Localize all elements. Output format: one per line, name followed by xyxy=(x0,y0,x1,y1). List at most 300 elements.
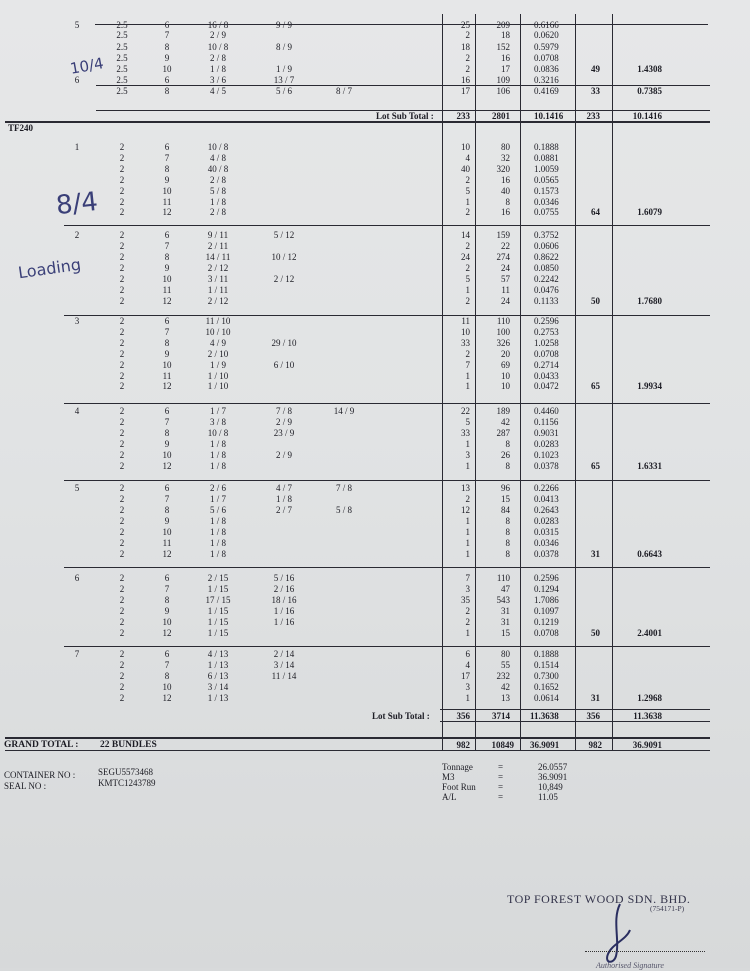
lot-code: TF240 xyxy=(8,123,34,133)
length-total-cell: 16 xyxy=(501,53,510,63)
volume-cell: 0.0614 xyxy=(534,693,559,703)
summary-value: 36.9091 xyxy=(538,772,568,782)
length-total-cell: 47 xyxy=(501,584,510,594)
thickness-cell: 2 xyxy=(119,538,125,548)
pieces-cell: 22 xyxy=(461,406,470,416)
thickness-cell: 2 xyxy=(119,660,125,670)
seal-label: SEAL NO : xyxy=(4,781,47,791)
volume-cell: 0.3752 xyxy=(534,230,559,240)
length-count-cell: 8 / 9 xyxy=(275,42,292,52)
subtotal-length: 2801 xyxy=(492,111,510,121)
volume-cell: 0.2714 xyxy=(534,360,559,370)
pieces-cell: 2 xyxy=(465,241,470,251)
volume-cell: 0.1888 xyxy=(534,649,559,659)
pieces-cell: 7 xyxy=(465,573,470,583)
bundle-volume-cell: 1.2968 xyxy=(637,693,662,703)
lot-number: 5 xyxy=(74,483,80,493)
volume-cell: 0.1156 xyxy=(534,417,559,427)
length-count-cell: 14 / 11 xyxy=(205,252,231,262)
pieces-cell: 2 xyxy=(465,53,470,63)
volume-cell: 0.2596 xyxy=(534,573,559,583)
length-total-cell: 31 xyxy=(501,617,510,627)
volume-cell: 0.9031 xyxy=(534,428,559,438)
pieces-cell: 1 xyxy=(465,527,470,537)
rule xyxy=(575,14,576,751)
thickness-cell: 2 xyxy=(119,327,125,337)
length-total-cell: 8 xyxy=(505,461,510,471)
volume-cell: 0.0708 xyxy=(534,628,559,638)
thickness-cell: 2.5 xyxy=(116,30,128,40)
bundle-pieces-cell: 31 xyxy=(591,549,600,559)
length-total-cell: 84 xyxy=(501,505,510,515)
width-cell: 6 xyxy=(164,316,170,326)
pieces-cell: 1 xyxy=(465,461,470,471)
width-cell: 10 xyxy=(162,617,172,627)
pieces-cell: 35 xyxy=(461,595,470,605)
length-total-cell: 326 xyxy=(496,338,510,348)
length-total-cell: 80 xyxy=(501,649,510,659)
width-cell: 9 xyxy=(164,516,170,526)
pieces-cell: 40 xyxy=(461,164,470,174)
length-count-cell: 1 / 9 xyxy=(275,64,292,74)
pieces-cell: 2 xyxy=(465,64,470,74)
length-count-cell: 1 / 8 xyxy=(209,516,226,526)
lot-number: 4 xyxy=(74,406,80,416)
lot-number: 2 xyxy=(74,230,80,240)
length-count-cell: 5 / 12 xyxy=(273,230,295,240)
pieces-cell: 1 xyxy=(465,693,470,703)
summary-equals: = xyxy=(498,792,504,802)
width-cell: 6 xyxy=(164,406,170,416)
length-count-cell: 5 / 6 xyxy=(275,86,292,96)
pieces-cell: 3 xyxy=(465,450,470,460)
pieces-cell: 3 xyxy=(465,682,470,692)
width-cell: 10 xyxy=(162,682,172,692)
pieces-cell: 3 xyxy=(465,584,470,594)
volume-cell: 0.2242 xyxy=(534,274,559,284)
pieces-cell: 17 xyxy=(461,671,470,681)
width-cell: 8 xyxy=(164,42,170,52)
thickness-cell: 2 xyxy=(119,142,125,152)
volume-cell: 0.0850 xyxy=(534,263,559,273)
width-cell: 12 xyxy=(162,461,172,471)
pieces-cell: 13 xyxy=(461,483,470,493)
length-total-cell: 24 xyxy=(501,296,510,306)
volume-cell: 0.0755 xyxy=(534,207,559,217)
volume-cell: 0.1573 xyxy=(534,186,559,196)
thickness-cell: 2 xyxy=(119,360,125,370)
length-count-cell: 1 / 16 xyxy=(273,606,295,616)
thickness-cell: 2 xyxy=(119,505,125,515)
subtotal-bundle-pcs: 233 xyxy=(586,111,600,121)
length-count-cell: 2 / 6 xyxy=(209,483,226,493)
rule xyxy=(612,14,613,751)
subtotal-m3: 10.1416 xyxy=(534,111,564,121)
length-total-cell: 15 xyxy=(501,628,510,638)
length-count-cell: 1 / 15 xyxy=(207,584,229,594)
volume-cell: 0.0708 xyxy=(534,53,559,63)
volume-cell: 0.0836 xyxy=(534,64,559,74)
summary-value: 10,849 xyxy=(538,782,563,792)
pieces-cell: 33 xyxy=(461,338,470,348)
length-count-cell: 18 / 16 xyxy=(271,595,297,605)
length-total-cell: 22 xyxy=(501,241,510,251)
width-cell: 12 xyxy=(162,693,172,703)
length-total-cell: 55 xyxy=(501,660,510,670)
volume-cell: 0.0378 xyxy=(534,461,559,471)
width-cell: 6 xyxy=(164,20,170,30)
length-count-cell: 6 / 10 xyxy=(273,360,295,370)
seal-number: KMTC1243789 xyxy=(98,778,156,788)
pieces-cell: 25 xyxy=(461,20,470,30)
length-count-cell: 16 / 8 xyxy=(207,20,229,30)
length-count-cell: 7 / 8 xyxy=(335,483,352,493)
bundle-volume-cell: 0.7385 xyxy=(637,86,662,96)
length-count-cell: 1 / 16 xyxy=(273,617,295,627)
thickness-cell: 2 xyxy=(119,197,125,207)
rule xyxy=(520,14,521,751)
thickness-cell: 2 xyxy=(119,628,125,638)
pieces-cell: 2 xyxy=(465,617,470,627)
length-total-cell: 42 xyxy=(501,417,510,427)
thickness-cell: 2 xyxy=(119,252,125,262)
length-total-cell: 15 xyxy=(501,494,510,504)
company-name: TOP FOREST WOOD SDN. BHD. xyxy=(507,892,691,906)
length-count-cell: 4 / 13 xyxy=(207,649,229,659)
width-cell: 12 xyxy=(162,381,172,391)
length-count-cell: 9 / 11 xyxy=(207,230,229,240)
length-total-cell: 69 xyxy=(501,360,510,370)
width-cell: 12 xyxy=(162,628,172,638)
length-count-cell: 14 / 9 xyxy=(333,406,355,416)
length-count-cell: 40 / 8 xyxy=(207,164,229,174)
volume-cell: 0.0476 xyxy=(534,285,559,295)
thickness-cell: 2.5 xyxy=(116,75,128,85)
pieces-cell: 16 xyxy=(461,75,470,85)
thickness-cell: 2 xyxy=(119,549,125,559)
rule xyxy=(64,225,710,226)
length-total-cell: 189 xyxy=(496,406,510,416)
length-count-cell: 4 / 5 xyxy=(209,86,226,96)
authorised-signature-label: Authorised Signature xyxy=(596,961,664,970)
length-total-cell: 232 xyxy=(496,671,510,681)
width-cell: 10 xyxy=(162,274,172,284)
subtotal-bundle-m3: 10.1416 xyxy=(632,111,662,121)
length-count-cell: 1 / 8 xyxy=(275,494,292,504)
bundle-pieces-cell: 50 xyxy=(591,628,600,638)
pieces-cell: 2 xyxy=(465,30,470,40)
pieces-cell: 4 xyxy=(465,660,470,670)
thickness-cell: 2.5 xyxy=(116,20,128,30)
width-cell: 11 xyxy=(162,371,172,381)
length-total-cell: 152 xyxy=(496,42,510,52)
rule xyxy=(64,315,710,316)
rule xyxy=(96,85,710,86)
pieces-cell: 1 xyxy=(465,381,470,391)
length-count-cell: 10 / 12 xyxy=(271,252,297,262)
length-total-cell: 96 xyxy=(501,483,510,493)
length-total-cell: 16 xyxy=(501,175,510,185)
length-count-cell: 1 / 13 xyxy=(207,660,229,670)
width-cell: 10 xyxy=(162,450,172,460)
bundle-pieces-cell: 31 xyxy=(591,693,600,703)
lot-number: 6 xyxy=(74,573,80,583)
grand-total-pcs: 982 xyxy=(456,740,470,750)
length-total-cell: 26 xyxy=(501,450,510,460)
width-cell: 7 xyxy=(164,417,170,427)
rule xyxy=(64,403,710,404)
signature-icon xyxy=(590,900,670,968)
thickness-cell: 2 xyxy=(119,153,125,163)
summary-equals: = xyxy=(498,762,504,772)
bundle-volume-cell: 1.7680 xyxy=(637,296,662,306)
length-count-cell: 29 / 10 xyxy=(271,338,297,348)
length-total-cell: 159 xyxy=(496,230,510,240)
length-count-cell: 1 / 15 xyxy=(207,628,229,638)
thickness-cell: 2 xyxy=(119,296,125,306)
width-cell: 9 xyxy=(164,263,170,273)
thickness-cell: 2 xyxy=(119,606,125,616)
length-total-cell: 17 xyxy=(501,64,510,74)
length-count-cell: 2 / 9 xyxy=(275,417,292,427)
thickness-cell: 2 xyxy=(119,584,125,594)
length-total-cell: 8 xyxy=(505,538,510,548)
length-total-cell: 40 xyxy=(501,186,510,196)
length-count-cell: 10 / 8 xyxy=(207,42,229,52)
length-count-cell: 10 / 10 xyxy=(205,327,231,337)
rule xyxy=(5,121,710,123)
length-count-cell: 4 / 7 xyxy=(275,483,292,493)
length-count-cell: 3 / 6 xyxy=(209,75,226,85)
bundle-pieces-cell: 50 xyxy=(591,296,600,306)
length-total-cell: 8 xyxy=(505,527,510,537)
thickness-cell: 2 xyxy=(119,263,125,273)
length-count-cell: 2 / 12 xyxy=(207,263,229,273)
width-cell: 10 xyxy=(162,186,172,196)
thickness-cell: 2 xyxy=(119,595,125,605)
handwritten-note: 10/4 xyxy=(68,54,105,78)
length-count-cell: 3 / 8 xyxy=(209,417,226,427)
length-count-cell: 1 / 8 xyxy=(209,64,226,74)
length-count-cell: 1 / 8 xyxy=(209,439,226,449)
length-total-cell: 10 xyxy=(501,371,510,381)
pieces-cell: 2 xyxy=(465,349,470,359)
pieces-cell: 7 xyxy=(465,360,470,370)
bundle-volume-cell: 1.9934 xyxy=(637,381,662,391)
length-total-cell: 274 xyxy=(496,252,510,262)
bundle-pieces-cell: 65 xyxy=(591,381,600,391)
handwritten-note: 8/4 xyxy=(54,186,100,222)
bundle-volume-cell: 2.4001 xyxy=(637,628,662,638)
bundle-pieces-cell: 49 xyxy=(591,64,600,74)
length-count-cell: 4 / 9 xyxy=(209,338,226,348)
grand-total-label: GRAND TOTAL : xyxy=(4,740,79,750)
width-cell: 8 xyxy=(164,505,170,515)
thickness-cell: 2 xyxy=(119,516,125,526)
width-cell: 8 xyxy=(164,164,170,174)
pieces-cell: 2 xyxy=(465,263,470,273)
length-total-cell: 8 xyxy=(505,516,510,526)
length-total-cell: 20 xyxy=(501,349,510,359)
pieces-cell: 1 xyxy=(465,439,470,449)
pieces-cell: 4 xyxy=(465,153,470,163)
handwritten-note: Loading xyxy=(16,254,83,283)
pieces-cell: 18 xyxy=(461,42,470,52)
length-count-cell: 5 / 8 xyxy=(209,186,226,196)
length-count-cell: 1 / 8 xyxy=(209,538,226,548)
container-label: CONTAINER NO : xyxy=(4,770,76,780)
bundle-volume-cell: 1.4308 xyxy=(637,64,662,74)
bundle-pieces-cell: 33 xyxy=(591,86,600,96)
lot-number: 5 xyxy=(74,20,80,30)
length-count-cell: 2 / 12 xyxy=(207,296,229,306)
subtotal-bundle-pcs: 356 xyxy=(586,711,600,721)
thickness-cell: 2 xyxy=(119,527,125,537)
length-count-cell: 11 / 14 xyxy=(271,671,297,681)
length-count-cell: 7 / 8 xyxy=(275,406,292,416)
summary-equals: = xyxy=(498,782,504,792)
lot-number: 1 xyxy=(74,142,80,152)
thickness-cell: 2 xyxy=(119,671,125,681)
volume-cell: 0.1514 xyxy=(534,660,559,670)
bundle-pieces-cell: 65 xyxy=(591,461,600,471)
thickness-cell: 2 xyxy=(119,230,125,240)
volume-cell: 0.1219 xyxy=(534,617,559,627)
volume-cell: 1.0258 xyxy=(534,338,559,348)
length-count-cell: 6 / 13 xyxy=(207,671,229,681)
signature-line xyxy=(585,951,705,952)
width-cell: 10 xyxy=(162,360,172,370)
grand-total-length: 10849 xyxy=(491,740,514,750)
thickness-cell: 2 xyxy=(119,175,125,185)
volume-cell: 0.1888 xyxy=(534,142,559,152)
width-cell: 8 xyxy=(164,595,170,605)
length-count-cell: 1 / 8 xyxy=(209,549,226,559)
pieces-cell: 2 xyxy=(465,296,470,306)
pieces-cell: 11 xyxy=(461,316,470,326)
pieces-cell: 24 xyxy=(461,252,470,262)
thickness-cell: 2 xyxy=(119,349,125,359)
thickness-cell: 2 xyxy=(119,649,125,659)
length-total-cell: 16 xyxy=(501,207,510,217)
length-total-cell: 80 xyxy=(501,142,510,152)
bundle-volume-cell: 1.6331 xyxy=(637,461,662,471)
length-total-cell: 11 xyxy=(501,285,510,295)
width-cell: 6 xyxy=(164,142,170,152)
pieces-cell: 1 xyxy=(465,628,470,638)
length-total-cell: 8 xyxy=(505,549,510,559)
rule xyxy=(95,24,708,25)
pieces-cell: 5 xyxy=(465,186,470,196)
width-cell: 6 xyxy=(164,573,170,583)
volume-cell: 1.0059 xyxy=(534,164,559,174)
volume-cell: 0.0472 xyxy=(534,381,559,391)
volume-cell: 0.0620 xyxy=(534,30,559,40)
volume-cell: 0.0708 xyxy=(534,349,559,359)
length-count-cell: 1 / 15 xyxy=(207,606,229,616)
length-total-cell: 287 xyxy=(496,428,510,438)
rule xyxy=(96,110,710,111)
subtotal-label: Lot Sub Total : xyxy=(376,111,434,121)
thickness-cell: 2.5 xyxy=(116,53,128,63)
bundle-volume-cell: 1.6079 xyxy=(637,207,662,217)
volume-cell: 0.6166 xyxy=(534,20,559,30)
length-count-cell: 1 / 15 xyxy=(207,617,229,627)
pieces-cell: 6 xyxy=(465,649,470,659)
thickness-cell: 2 xyxy=(119,186,125,196)
length-count-cell: 10 / 8 xyxy=(207,142,229,152)
length-count-cell: 1 / 8 xyxy=(209,450,226,460)
width-cell: 6 xyxy=(164,483,170,493)
length-count-cell: 1 / 13 xyxy=(207,693,229,703)
volume-cell: 1.7086 xyxy=(534,595,559,605)
volume-cell: 0.0315 xyxy=(534,527,559,537)
pieces-cell: 2 xyxy=(465,494,470,504)
pieces-cell: 1 xyxy=(465,538,470,548)
volume-cell: 0.1097 xyxy=(534,606,559,616)
volume-cell: 0.0433 xyxy=(534,371,559,381)
thickness-cell: 2 xyxy=(119,439,125,449)
pieces-cell: 2 xyxy=(465,207,470,217)
length-total-cell: 8 xyxy=(505,439,510,449)
subtotal-label: Lot Sub Total : xyxy=(372,711,430,721)
volume-cell: 0.1294 xyxy=(534,584,559,594)
thickness-cell: 2 xyxy=(119,573,125,583)
width-cell: 9 xyxy=(164,439,170,449)
volume-cell: 0.0378 xyxy=(534,549,559,559)
width-cell: 6 xyxy=(164,75,170,85)
rule xyxy=(475,14,476,751)
length-total-cell: 32 xyxy=(501,153,510,163)
length-count-cell: 2 / 8 xyxy=(209,207,226,217)
width-cell: 10 xyxy=(162,64,172,74)
width-cell: 8 xyxy=(164,338,170,348)
pieces-cell: 17 xyxy=(461,86,470,96)
length-count-cell: 2 / 16 xyxy=(273,584,295,594)
summary-value: 11.05 xyxy=(538,792,558,802)
length-count-cell: 2 / 9 xyxy=(209,30,226,40)
summary-label: M3 xyxy=(442,772,455,782)
volume-cell: 0.0606 xyxy=(534,241,559,251)
length-count-cell: 2 / 15 xyxy=(207,573,229,583)
pieces-cell: 2 xyxy=(465,606,470,616)
width-cell: 7 xyxy=(164,327,170,337)
length-count-cell: 2 / 8 xyxy=(209,175,226,185)
length-count-cell: 1 / 8 xyxy=(209,461,226,471)
thickness-cell: 2 xyxy=(119,693,125,703)
rule xyxy=(64,646,710,647)
thickness-cell: 2 xyxy=(119,316,125,326)
volume-cell: 0.0565 xyxy=(534,175,559,185)
width-cell: 12 xyxy=(162,296,172,306)
width-cell: 11 xyxy=(162,538,172,548)
volume-cell: 0.2643 xyxy=(534,505,559,515)
length-count-cell: 2 / 14 xyxy=(273,649,295,659)
container-number: SEGU5573468 xyxy=(98,767,154,777)
pieces-cell: 1 xyxy=(465,516,470,526)
volume-cell: 0.3216 xyxy=(534,75,559,85)
volume-cell: 0.4169 xyxy=(534,86,559,96)
length-total-cell: 57 xyxy=(501,274,510,284)
volume-cell: 0.7300 xyxy=(534,671,559,681)
pieces-cell: 10 xyxy=(461,142,470,152)
width-cell: 6 xyxy=(164,230,170,240)
rule xyxy=(5,737,710,739)
length-count-cell: 1 / 7 xyxy=(209,406,226,416)
volume-cell: 0.4460 xyxy=(534,406,559,416)
length-total-cell: 42 xyxy=(501,682,510,692)
subtotal-pcs: 233 xyxy=(456,111,470,121)
